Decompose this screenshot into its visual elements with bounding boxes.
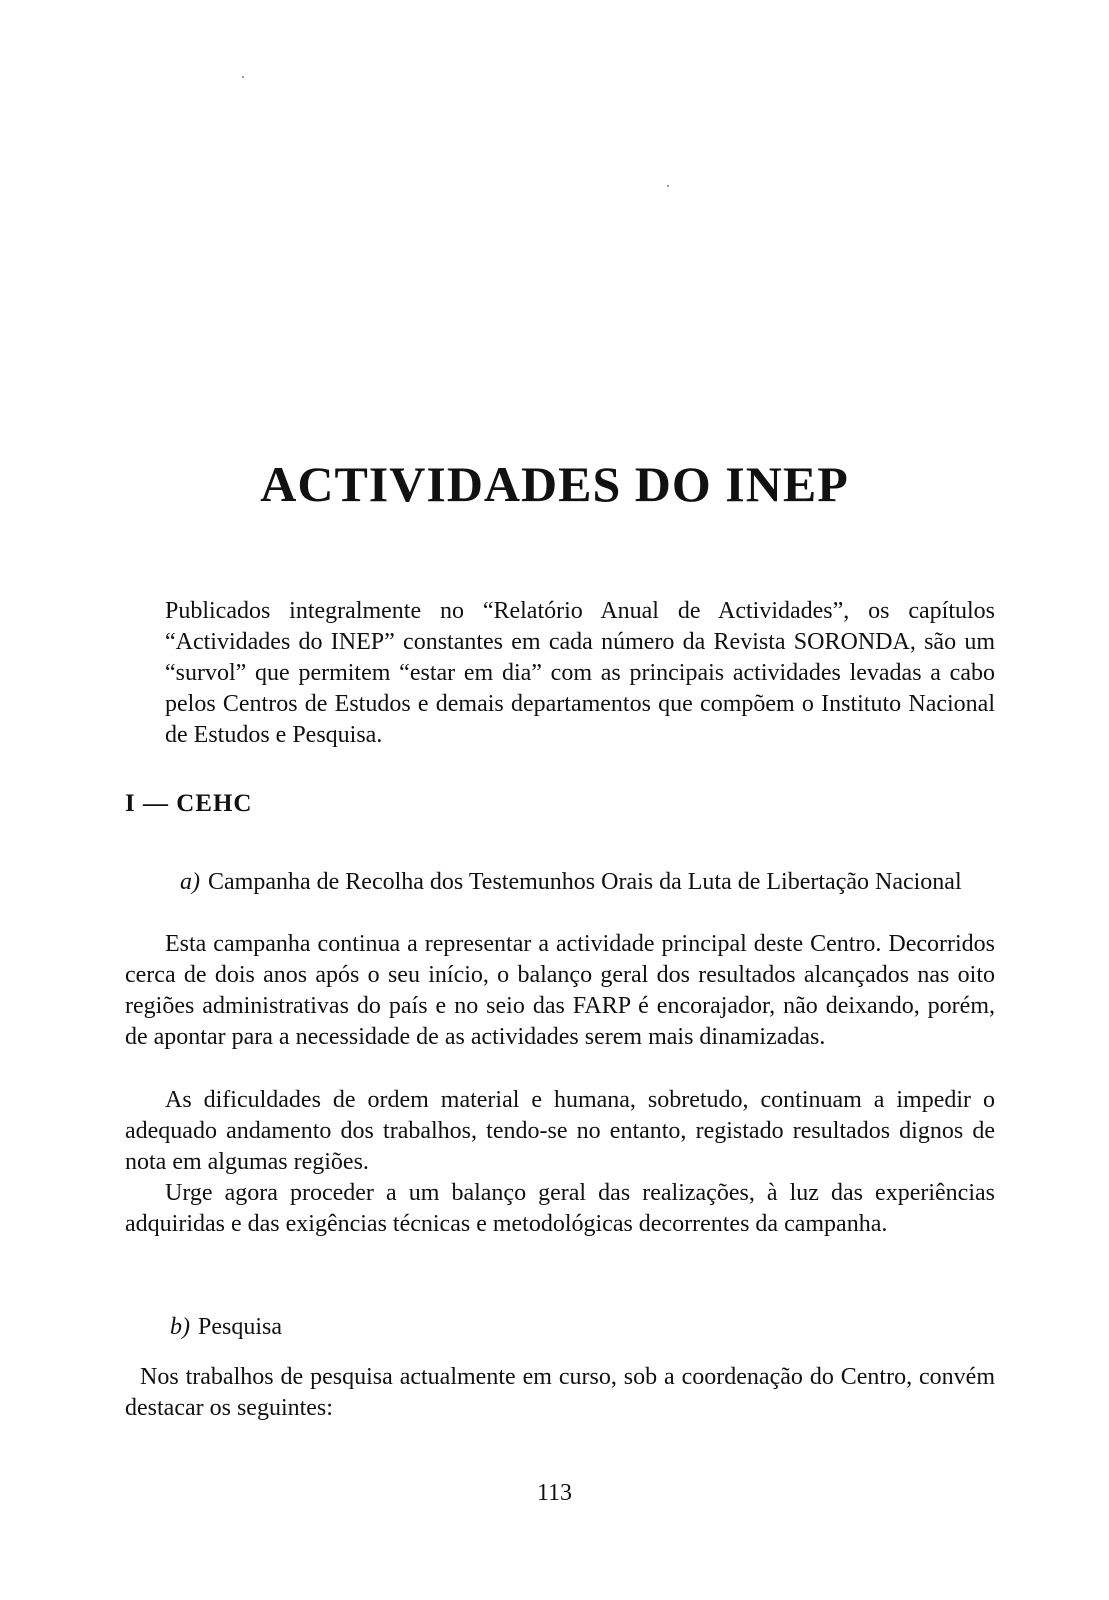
section-heading: I — CEHC bbox=[125, 790, 253, 817]
scan-speck bbox=[242, 76, 244, 78]
intro-paragraph: Publicados integralmente no “Relatório Anual de Actividades”, os capítulos “Actividades do INEP” constantes em cada número da Revista SORONDA, são um “survol” que permitem “estar em dia” com as principais actividades levadas a cabo pelos Centros de Estudos e demais departamentos que compõem o Instituto Nacional de Estudos e Pesquisa. bbox=[165, 598, 995, 748]
page-title: ACTIVIDADES DO INEP bbox=[260, 456, 849, 512]
scan-speck bbox=[667, 185, 669, 187]
cehc-paragraph: Esta campanha continua a representar a actividade principal deste Centro. Decorridos cerca de dois anos após o seu início, o balanço geral dos resultados alcançados nas oito regiões administrativas do país e no seio das FARP é encorajador, não deixando, porém, de apontar para a necessidade de as actividades serem mais dinamizadas. bbox=[125, 931, 995, 1050]
subsection-b-title: Pesquisa bbox=[198, 1314, 282, 1340]
cehc-paragraph: As dificuldades de ordem material e humana, sobretudo, continuam a impedir o adequado andamento dos trabalhos, tendo-se no entanto, registado resultados dignos de nota em algumas regiões. bbox=[125, 1087, 995, 1175]
pesquisa-paragraph: Nos trabalhos de pesquisa actualmente em curso, sob a coordenação do Centro, convém destacar os seguintes: bbox=[125, 1364, 995, 1421]
subsection-b-marker: b) bbox=[170, 1314, 190, 1340]
subsection-a-title: Campanha de Recolha dos Testemunhos Orais da Luta de Libertação Nacional bbox=[208, 869, 962, 895]
page-number: 113 bbox=[536, 1480, 573, 1506]
subsection-b-heading bbox=[170, 1312, 770, 1343]
subsection-a-heading bbox=[180, 867, 990, 898]
subsection-a-marker: a) bbox=[180, 869, 200, 895]
cehc-paragraph: Urge agora proceder a um balanço geral das realizações, à luz das experiências adquiridas e das exigências técnicas e metodológicas decorrentes da campanha. bbox=[125, 1180, 995, 1237]
